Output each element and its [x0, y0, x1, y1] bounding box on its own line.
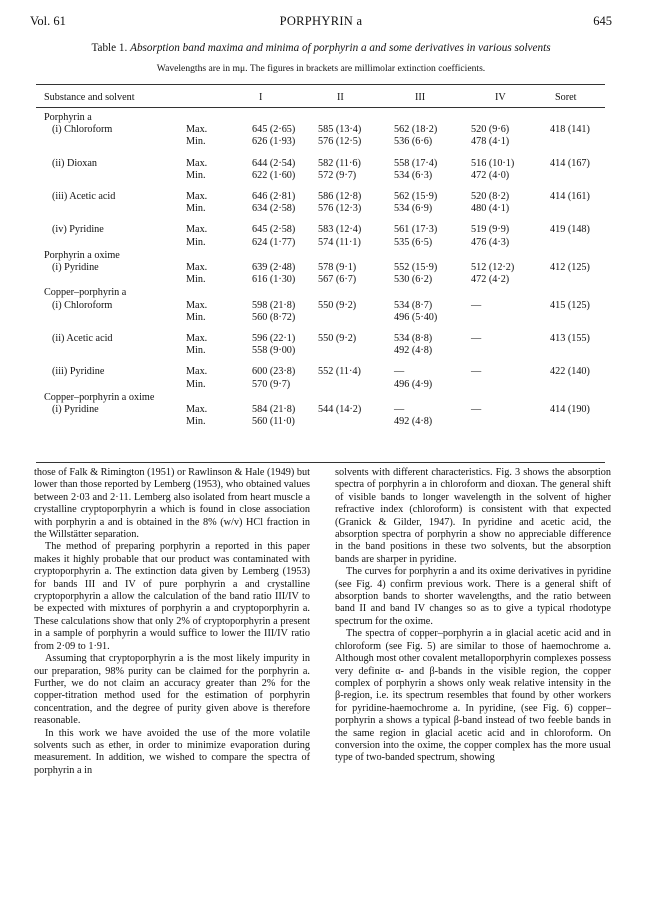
cell-band-IV: 512 (12·2)	[471, 262, 515, 273]
paragraph: solvents with different characteristics. Fig. 3 shows the absorption spectra of porphyrin a in chloroform and dioxan. The general shift of visible bands to longer wavelength in the solvent of higher refractive index (chloroform) is consistent with that expected (Granick & Gilder, 1947). In pyridine and acetic acid, the absorption spectra of porphyrin a show no appreciable difference in the band positions in these two solvents, but the absorption bands are sharper in pyridine.	[335, 467, 611, 565]
cell-band-I: 558 (9·00)	[252, 345, 296, 357]
max-min-label: Max.	[186, 157, 208, 169]
table-row	[0, 124, 645, 136]
table-caption	[30, 42, 612, 54]
group-label: Porphyrin a oxime	[44, 249, 120, 261]
cell-soret: 414 (190)	[550, 404, 590, 415]
table-bottom-rule	[36, 462, 605, 463]
cell-band-IV: 520 (9·6)	[471, 124, 510, 136]
cell-soret: 422 (140)	[550, 366, 590, 378]
column-header-I: I	[259, 92, 263, 103]
cell-band-III: 561 (17·3)	[394, 224, 438, 236]
cell-band-I: 560 (8·72)	[252, 311, 296, 323]
cell-band-III: 552 (15·9)	[394, 262, 438, 273]
table-row	[0, 203, 645, 215]
cell-band-I: 584 (21·8)	[252, 404, 296, 415]
cell-band-II: 550 (9·2)	[318, 299, 357, 311]
cell-band-IV: —	[471, 404, 482, 415]
solvent-label: (iii) Acetic acid	[52, 191, 116, 202]
cell-band-III: 534 (6·9)	[394, 203, 433, 215]
table-group-row	[0, 112, 645, 124]
cell-band-III: —	[394, 366, 405, 378]
cell-band-II: 544 (14·2)	[318, 404, 362, 415]
table-row	[0, 345, 645, 357]
cell-band-III: 496 (4·9)	[394, 378, 433, 390]
cell-band-I: 570 (9·7)	[252, 378, 291, 390]
max-min-label: Max.	[186, 404, 208, 415]
cell-band-II: 585 (13·4)	[318, 124, 362, 136]
table-row	[0, 312, 645, 324]
cell-band-I: 600 (23·8)	[252, 366, 296, 378]
solvent-label: (i) Chloroform	[52, 124, 113, 136]
max-min-label: Min.	[186, 169, 206, 181]
table-row	[0, 158, 645, 170]
body-text-right-column	[335, 467, 611, 765]
cell-band-II: 552 (11·4)	[318, 366, 361, 378]
cell-soret: 419 (148)	[550, 224, 590, 236]
paragraph: The method of preparing porphyrin a reported in this paper makes it highly probable that our product was contaminated with cryptoporphyrin a. The extinction data given by Lemberg (1953) for bands III and IV of pure porphyrin a and crystalline cryptoporphyrin a allow the calculation of the band ratio III/IV to be expected with mixtures of porphyrin a and cryptoporphyrin a. These calculations show that only 2% of cryptoporphyrin a present in a sample of porphyrin a would suffice to lower the III/IV ratio from 2·09 to 1·91.	[34, 541, 310, 652]
table-column-headers	[44, 92, 605, 106]
table-row	[0, 379, 645, 391]
cell-band-III: 558 (17·4)	[394, 157, 438, 169]
table-subcaption: Wavelengths are in mμ. The figures in brackets are millimolar extinction coefficients.	[156, 63, 486, 74]
cell-band-II: 578 (9·1)	[318, 262, 357, 273]
column-header-substance: Substance and solvent	[44, 92, 135, 103]
cell-band-I: 646 (2·81)	[252, 191, 296, 202]
max-min-label: Max.	[186, 224, 208, 236]
cell-soret: 418 (141)	[550, 124, 590, 136]
solvent-label: (i) Chloroform	[52, 299, 113, 311]
solvent-label: (iii) Pyridine	[52, 366, 105, 378]
running-title: PORPHYRIN a	[279, 14, 363, 28]
cell-soret: 412 (125)	[550, 262, 590, 273]
cell-soret: 413 (155)	[550, 333, 590, 344]
cell-band-IV: 478 (4·1)	[471, 136, 510, 148]
cell-band-III: 530 (6·2)	[394, 274, 433, 286]
table-row	[0, 170, 645, 182]
cell-band-II: 576 (12·5)	[318, 136, 362, 148]
cell-band-III: 534 (8·7)	[394, 299, 433, 311]
max-min-label: Max.	[186, 299, 208, 311]
cell-soret: 414 (161)	[550, 191, 590, 202]
table-header-rule	[36, 107, 605, 108]
cell-band-I: 624 (1·77)	[252, 236, 296, 248]
table-row	[0, 191, 645, 203]
cell-band-III: 496 (5·40)	[394, 311, 438, 323]
cell-band-I: 622 (1·60)	[252, 169, 296, 181]
cell-band-IV: —	[471, 299, 482, 311]
cell-band-IV: —	[471, 366, 482, 378]
table-row	[0, 136, 645, 148]
group-label: Porphyrin a	[44, 112, 92, 123]
body-text-left-column	[34, 467, 310, 777]
solvent-label: (iv) Pyridine	[52, 224, 104, 236]
max-min-label: Min.	[186, 378, 206, 390]
cell-band-IV: 520 (8·2)	[471, 191, 510, 202]
cell-band-I: 598 (21·8)	[252, 299, 296, 311]
cell-band-IV: —	[471, 333, 482, 344]
cell-band-IV: 472 (4·0)	[471, 169, 510, 181]
column-header-II: II	[337, 92, 344, 103]
cell-band-III: 492 (4·8)	[394, 345, 433, 357]
max-min-label: Min.	[186, 416, 206, 428]
solvent-label: (i) Pyridine	[52, 262, 99, 273]
cell-band-IV: 519 (9·9)	[471, 224, 510, 236]
table-group-row	[0, 250, 645, 262]
table-group-row	[0, 287, 645, 299]
table-group-row	[0, 392, 645, 404]
column-header-III: III	[415, 92, 426, 103]
max-min-label: Max.	[186, 191, 208, 202]
table-row	[0, 262, 645, 274]
table-number: Table 1.	[91, 42, 128, 54]
paragraph: In this work we have avoided the use of the more volatile solvents such as ether, in order to minimize evaporation during measurement. In addition, we wished to compare the spectra of porphyrin a in	[34, 727, 310, 776]
cell-band-III: 534 (6·3)	[394, 169, 433, 181]
page-number: 645	[593, 14, 612, 28]
max-min-label: Min.	[186, 136, 206, 148]
cell-band-II: 583 (12·4)	[318, 224, 362, 236]
cell-soret: 414 (167)	[550, 157, 590, 169]
table-row	[0, 274, 645, 286]
group-label: Copper–porphyrin a	[44, 287, 127, 299]
table-title: Absorption band maxima and minima of porphyrin a and some derivatives in various solvents	[130, 42, 551, 54]
table-row	[0, 416, 645, 428]
cell-band-II: 576 (12·3)	[318, 203, 362, 215]
cell-band-III: 492 (4·8)	[394, 416, 433, 428]
cell-band-II: 586 (12·8)	[318, 191, 362, 202]
max-min-label: Min.	[186, 274, 206, 286]
max-min-label: Min.	[186, 311, 206, 323]
max-min-label: Min.	[186, 345, 206, 357]
max-min-label: Max.	[186, 366, 208, 378]
cell-band-III: —	[394, 404, 405, 415]
paragraph: The curves for porphyrin a and its oxime derivatives in pyridine (see Fig. 4) confirm previous work. There is a general shift of absorption bands to shorter wavelengths, and the ratio between band II and band IV changes so as to give a typical rhodotype spectrum for the oxime.	[335, 566, 611, 627]
column-header-soret: Soret	[555, 92, 577, 103]
solvent-label: (i) Pyridine	[52, 404, 99, 415]
cell-band-III: 562 (15·9)	[394, 191, 438, 202]
cell-band-IV: 516 (10·1)	[471, 157, 515, 169]
cell-band-I: 644 (2·54)	[252, 157, 296, 169]
cell-band-I: 639 (2·48)	[252, 262, 296, 273]
cell-band-II: 550 (9·2)	[318, 333, 357, 344]
cell-band-IV: 476 (4·3)	[471, 236, 510, 248]
cell-band-II: 572 (9·7)	[318, 169, 357, 181]
table-row	[0, 224, 645, 236]
table-row	[0, 366, 645, 378]
cell-band-III: 536 (6·6)	[394, 136, 433, 148]
cell-band-I: 626 (1·93)	[252, 136, 296, 148]
cell-band-III: 535 (6·5)	[394, 236, 433, 248]
cell-soret: 415 (125)	[550, 299, 590, 311]
table-row	[0, 237, 645, 249]
cell-band-III: 534 (8·8)	[394, 333, 433, 344]
table-row	[0, 300, 645, 312]
max-min-label: Min.	[186, 236, 206, 248]
volume-number: Vol. 61	[30, 14, 66, 28]
cell-band-I: 560 (11·0)	[252, 416, 295, 428]
cell-band-I: 596 (22·1)	[252, 333, 296, 344]
max-min-label: Max.	[186, 124, 208, 136]
table-top-rule	[36, 84, 605, 85]
group-label: Copper–porphyrin a oxime	[44, 391, 155, 403]
max-min-label: Max.	[186, 262, 208, 273]
cell-band-III: 562 (18·2)	[394, 124, 438, 136]
cell-band-I: 634 (2·58)	[252, 203, 296, 215]
paragraph: The spectra of copper–porphyrin a in glacial acetic acid and in chloroform (see Fig. 5) are similar to those of haemochrome a. Although most other covalent metalloporphyrin complexes possess very definite α- and β-bands in the visible region, the copper complex of porphyrin a shows only weak relative intensity in the β-region, i.e. its spectrum resembles that found by other workers for pyridine-haemochrome a. In pyridine, (see Fig. 6) copper–porphyrin a shows a typical β-band instead of two feeble bands in the same region in glacial acetic acid and in chloroform. On conversion into the oxime, the copper complex has the more usual type of two-banded spectrum, showing	[335, 628, 611, 764]
solvent-label: (ii) Acetic acid	[52, 333, 113, 344]
cell-band-II: 582 (11·6)	[318, 157, 361, 169]
cell-band-II: 574 (11·1)	[318, 236, 361, 248]
table-row	[0, 333, 645, 345]
paragraph: those of Falk & Rimington (1951) or Rawlinson & Hale (1949) but lower than those reported by Lemberg (1953), who obtained values between 2·03 and 2·11. Lemberg also isolated from heart muscle a crystalline cryptoporphyrin a which is found in close association with porphyrin a and is obtained in the 8% (w/v) HCl fraction in the Willstätter separation.	[34, 467, 310, 541]
cell-band-I: 645 (2·65)	[252, 124, 296, 136]
cell-band-I: 645 (2·58)	[252, 224, 296, 236]
solvent-label: (ii) Dioxan	[52, 157, 97, 169]
cell-band-IV: 480 (4·1)	[471, 203, 510, 215]
max-min-label: Min.	[186, 203, 206, 215]
table-row	[0, 404, 645, 416]
cell-band-IV: 472 (4·2)	[471, 274, 510, 286]
cell-band-I: 616 (1·30)	[252, 274, 296, 286]
cell-band-II: 567 (6·7)	[318, 274, 357, 286]
max-min-label: Max.	[186, 333, 208, 344]
column-header-IV: IV	[495, 92, 506, 103]
paragraph: Assuming that cryptoporphyrin a is the most likely impurity in our preparation, 98% purity can be claimed for the porphyrin a. Further, we do not claim an accuracy greater than 2% for the copper-titration method used for the estimation of porphyrin concentration, and the degree of purity given above is therefore reasonable.	[34, 653, 310, 727]
page-header	[30, 14, 612, 30]
